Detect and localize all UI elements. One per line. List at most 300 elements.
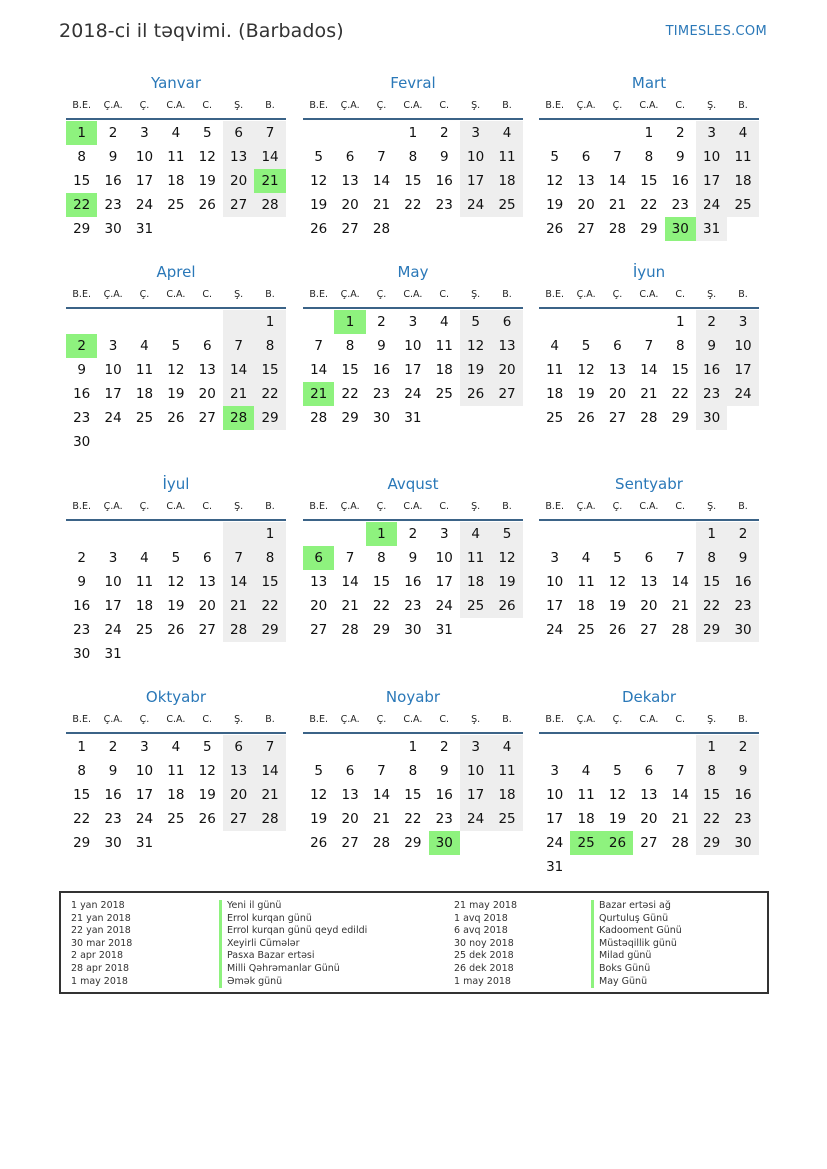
weekday-label: C.A. [166, 501, 186, 512]
day-cell: 26 [577, 410, 595, 426]
day-cell: 22 [372, 598, 391, 614]
month-i̇yun [539, 261, 759, 430]
day-cell: 6 [491, 310, 522, 334]
day-cell: 5 [491, 522, 522, 546]
day-cell: 21 [254, 783, 285, 807]
day-cell: 3 [550, 763, 559, 779]
day-cell: 20 [491, 358, 522, 382]
day-cell: 28 [372, 835, 391, 851]
day-cell: 14 [608, 173, 627, 189]
day-cell: 17 [435, 574, 453, 590]
day-cell: 10 [696, 145, 727, 169]
empty-cell [129, 642, 160, 666]
day-cell: 10 [435, 550, 453, 566]
day-cell: 16 [435, 173, 453, 189]
day-cell: 16 [73, 598, 91, 614]
day-cell: 16 [696, 358, 727, 382]
weekday-label: B. [265, 501, 275, 512]
day-cell: 9 [77, 362, 86, 378]
holiday-legend [59, 891, 769, 994]
empty-cell [97, 430, 128, 454]
day-cell: 27 [223, 193, 254, 217]
day-cell: 20 [198, 386, 216, 402]
day-cell: 7 [223, 334, 254, 358]
day-cell: 11 [577, 574, 595, 590]
empty-cell [97, 522, 128, 546]
month-name: Oktyabr [145, 688, 207, 706]
empty-cell [192, 522, 223, 546]
empty-cell [223, 430, 254, 454]
legend-holiday-name: Pasxa Bazar ertəsi [219, 950, 367, 963]
day-cell: 21 [223, 382, 254, 406]
weekday-label: Ç.A. [340, 501, 360, 512]
empty-cell [223, 217, 254, 241]
legend-date: 30 mar 2018 [71, 937, 133, 949]
day-cell: 30 [727, 618, 758, 642]
weekday-label: Ş. [707, 501, 717, 512]
weekday-label: C. [439, 501, 450, 512]
day-cell: 6 [613, 338, 622, 354]
empty-cell [429, 217, 460, 241]
legend-holiday-name: May Günü [591, 976, 682, 989]
day-cell: 11 [135, 362, 154, 378]
day-cell: 7 [254, 735, 285, 759]
day-cell: 17 [546, 598, 564, 614]
day-cell: 23 [435, 811, 453, 827]
weekday-label: B. [502, 714, 512, 725]
empty-cell [366, 735, 397, 759]
day-cell: 30 [404, 622, 422, 638]
day-cell: 3 [408, 314, 418, 330]
day-cell: 14 [671, 574, 689, 590]
day-cell: 16 [104, 173, 122, 189]
day-cell: 29 [404, 835, 422, 851]
day-cell: 11 [491, 145, 522, 169]
legend-holiday-name: Boks Günü [591, 963, 682, 976]
month-may [303, 261, 523, 430]
day-grid [66, 121, 286, 241]
day-cell: 13 [577, 173, 595, 189]
weekday-label: Ç.A. [340, 714, 360, 725]
empty-cell [665, 735, 696, 759]
day-cell: 6 [303, 546, 334, 570]
day-cell: 16 [727, 570, 758, 594]
weekday-label: Ç.A. [103, 714, 123, 725]
day-cell: 28 [223, 618, 254, 642]
day-cell: 5 [171, 338, 181, 354]
day-cell: 31 [435, 622, 453, 638]
legend-date: 28 apr 2018 [71, 962, 130, 974]
day-cell: 23 [404, 598, 422, 614]
day-cell: 25 [546, 410, 564, 426]
day-cell: 19 [491, 570, 522, 594]
day-cell: 5 [202, 739, 212, 755]
day-cell: 16 [73, 386, 91, 402]
weekday-label: B.E. [309, 714, 328, 725]
month-yanvar [66, 72, 286, 241]
day-cell: 26 [546, 221, 564, 237]
empty-cell [254, 642, 285, 666]
day-cell: 3 [140, 739, 149, 755]
day-cell: 28 [254, 807, 285, 831]
day-cell: 1 [644, 125, 654, 141]
day-cell: 26 [198, 811, 216, 827]
day-cell: 2 [77, 550, 86, 566]
empty-cell [97, 310, 128, 334]
weekday-label: C. [675, 714, 686, 725]
day-cell: 25 [167, 197, 185, 213]
day-cell: 12 [577, 362, 595, 378]
day-cell: 27 [577, 221, 595, 237]
day-cell: 24 [546, 622, 564, 638]
day-cell: 25 [727, 193, 758, 217]
empty-cell [303, 522, 334, 546]
day-cell: 22 [671, 386, 689, 402]
day-cell: 1 [334, 310, 365, 334]
empty-cell [303, 735, 334, 759]
weekday-label: B. [265, 100, 275, 111]
day-cell: 8 [408, 149, 418, 165]
month-sentyabr [539, 473, 759, 642]
day-cell: 26 [310, 221, 328, 237]
day-cell: 21 [671, 598, 689, 614]
weekday-label: B. [738, 714, 748, 725]
month-name: Noyabr [385, 688, 441, 706]
day-cell: 10 [404, 338, 422, 354]
day-cell: 7 [675, 550, 685, 566]
day-cell: 10 [460, 759, 491, 783]
day-cell: 25 [135, 622, 154, 638]
day-cell: 12 [310, 173, 328, 189]
weekday-header [66, 708, 286, 734]
day-cell: 8 [77, 149, 86, 165]
weekday-header [539, 283, 759, 309]
empty-cell [254, 217, 285, 241]
weekday-label: C.A. [403, 289, 423, 300]
day-cell: 6 [345, 763, 355, 779]
weekday-label: C. [202, 289, 213, 300]
day-cell: 28 [372, 221, 391, 237]
day-cell: 6 [202, 338, 212, 354]
day-cell: 28 [254, 193, 285, 217]
day-cell: 11 [435, 338, 453, 354]
day-cell: 19 [460, 358, 491, 382]
day-cell: 17 [546, 811, 564, 827]
day-cell: 11 [546, 362, 564, 378]
day-cell: 10 [460, 145, 491, 169]
weekday-label: B.E. [72, 501, 91, 512]
empty-cell [539, 121, 570, 145]
day-cell: 29 [671, 410, 689, 426]
empty-cell [129, 522, 160, 546]
empty-cell [602, 310, 633, 334]
day-cell: 6 [223, 735, 254, 759]
weekday-label: B.E. [545, 714, 564, 725]
day-cell: 22 [73, 811, 91, 827]
day-cell: 8 [254, 546, 285, 570]
legend-date: 1 avq 2018 [454, 912, 508, 924]
empty-cell [570, 735, 601, 759]
day-grid [539, 735, 759, 879]
empty-cell [491, 217, 522, 241]
empty-cell [570, 522, 601, 546]
day-cell: 18 [135, 598, 154, 614]
day-cell: 11 [460, 546, 491, 570]
weekday-label: Ç. [612, 289, 623, 300]
day-cell: 24 [696, 193, 727, 217]
day-cell: 25 [491, 193, 522, 217]
site-link[interactable]: TIMESLES.COM [665, 24, 767, 39]
empty-cell [633, 310, 664, 334]
day-cell: 12 [198, 149, 216, 165]
day-cell: 7 [675, 763, 685, 779]
day-cell: 28 [671, 835, 689, 851]
day-cell: 31 [696, 217, 727, 241]
weekday-label: Ş. [471, 714, 481, 725]
day-cell: 26 [310, 835, 328, 851]
legend-holiday-name: Bazar ertəsi ağ [591, 900, 682, 913]
day-cell: 13 [198, 574, 216, 590]
day-cell: 24 [460, 193, 491, 217]
weekday-label: B.E. [309, 501, 328, 512]
month-name: İyun [632, 263, 666, 281]
day-cell: 1 [696, 522, 727, 546]
legend-holiday-name: Əmək günü [219, 976, 367, 989]
day-cell: 1 [675, 314, 685, 330]
day-cell: 9 [727, 759, 758, 783]
weekday-header [539, 94, 759, 120]
empty-cell [223, 642, 254, 666]
day-cell: 21 [341, 598, 359, 614]
day-cell: 30 [696, 406, 727, 430]
weekday-label: C. [439, 100, 450, 111]
day-cell: 2 [408, 526, 418, 542]
day-cell: 21 [671, 811, 689, 827]
day-cell: 21 [372, 811, 391, 827]
weekday-header [66, 495, 286, 521]
day-cell: 14 [372, 787, 391, 803]
weekday-header [303, 94, 523, 120]
empty-cell [539, 310, 570, 334]
legend-date: 22 yan 2018 [71, 925, 131, 937]
day-cell: 6 [581, 149, 591, 165]
day-cell: 23 [727, 807, 758, 831]
legend-holiday-name: Milli Qəhrəmanlar Günü [219, 963, 367, 976]
weekday-label: C.A. [166, 289, 186, 300]
weekday-label: Ş. [707, 714, 717, 725]
empty-cell [334, 735, 365, 759]
legend-date: 6 avq 2018 [454, 925, 508, 937]
day-cell: 8 [696, 759, 727, 783]
day-grid [303, 522, 523, 642]
day-cell: 6 [223, 121, 254, 145]
day-cell: 19 [546, 197, 564, 213]
day-cell: 17 [696, 169, 727, 193]
empty-cell [192, 430, 223, 454]
day-cell: 30 [104, 221, 122, 237]
day-cell: 23 [104, 197, 122, 213]
empty-cell [491, 831, 522, 855]
day-cell: 17 [104, 386, 122, 402]
weekday-label: C.A. [403, 714, 423, 725]
day-cell: 5 [581, 338, 591, 354]
day-cell: 15 [696, 570, 727, 594]
legend-date: 1 may 2018 [454, 975, 511, 987]
day-cell: 27 [341, 221, 359, 237]
empty-cell [334, 121, 365, 145]
day-grid [66, 522, 286, 666]
legend-date: 26 dek 2018 [454, 962, 514, 974]
day-cell: 19 [310, 811, 328, 827]
weekday-header [66, 94, 286, 120]
day-cell: 17 [135, 787, 154, 803]
day-cell: 21 [608, 197, 627, 213]
weekday-label: B. [738, 501, 748, 512]
day-cell: 3 [439, 526, 449, 542]
day-cell: 26 [491, 594, 522, 618]
day-cell: 24 [435, 598, 453, 614]
empty-cell [160, 217, 191, 241]
day-cell: 6 [345, 149, 355, 165]
day-cell: 16 [404, 574, 422, 590]
day-cell: 22 [254, 382, 285, 406]
empty-cell [633, 855, 664, 879]
month-name: Mart [631, 74, 667, 92]
day-cell: 18 [167, 787, 185, 803]
day-cell: 5 [613, 550, 622, 566]
day-cell: 20 [577, 197, 595, 213]
empty-cell [192, 642, 223, 666]
month-name: Dekabr [621, 688, 677, 706]
weekday-label: Ç. [612, 501, 623, 512]
empty-cell [539, 522, 570, 546]
day-cell: 20 [310, 598, 328, 614]
day-cell: 15 [404, 173, 422, 189]
day-cell: 1 [254, 310, 285, 334]
day-cell: 4 [439, 314, 449, 330]
weekday-label: B.E. [309, 100, 328, 111]
empty-cell [254, 430, 285, 454]
day-cell: 13 [341, 173, 359, 189]
day-cell: 24 [104, 622, 122, 638]
day-cell: 15 [671, 362, 689, 378]
day-cell: 5 [171, 550, 181, 566]
day-cell: 14 [671, 787, 689, 803]
day-cell: 14 [223, 358, 254, 382]
day-cell: 21 [303, 382, 334, 406]
day-cell: 20 [640, 811, 658, 827]
day-cell: 15 [696, 783, 727, 807]
day-cell: 4 [140, 550, 149, 566]
weekday-label: C. [202, 100, 213, 111]
day-cell: 10 [104, 574, 122, 590]
weekday-label: B.E. [72, 289, 91, 300]
weekday-label: C.A. [639, 714, 659, 725]
day-cell: 13 [223, 145, 254, 169]
empty-cell [665, 855, 696, 879]
day-cell: 3 [140, 125, 149, 141]
day-cell: 26 [608, 622, 627, 638]
empty-cell [491, 618, 522, 642]
day-cell: 16 [727, 783, 758, 807]
legend-date: 30 noy 2018 [454, 937, 514, 949]
day-cell: 29 [254, 406, 285, 430]
day-cell: 11 [577, 787, 595, 803]
weekday-label: C.A. [166, 714, 186, 725]
weekday-label: Ç. [139, 501, 150, 512]
empty-cell [397, 217, 428, 241]
empty-cell [254, 831, 285, 855]
day-cell: 2 [696, 310, 727, 334]
day-cell: 2 [108, 125, 118, 141]
month-name: İyul [162, 475, 190, 493]
day-cell: 10 [546, 574, 564, 590]
weekday-label: Ç.A. [576, 289, 596, 300]
day-grid [66, 310, 286, 454]
day-cell: 27 [310, 622, 328, 638]
day-grid [303, 310, 523, 430]
month-noyabr [303, 686, 523, 855]
day-cell: 9 [408, 550, 418, 566]
day-cell: 3 [108, 550, 118, 566]
day-cell: 15 [73, 787, 91, 803]
weekday-label: Ş. [234, 501, 244, 512]
day-grid [539, 121, 759, 241]
day-cell: 2 [727, 522, 758, 546]
empty-cell [66, 522, 97, 546]
day-grid [303, 735, 523, 855]
weekday-label: B. [502, 100, 512, 111]
month-oktyabr [66, 686, 286, 855]
weekday-label: B. [738, 289, 748, 300]
weekday-label: Ç. [376, 501, 387, 512]
empty-cell [602, 855, 633, 879]
empty-cell [66, 310, 97, 334]
day-grid [66, 735, 286, 855]
day-cell: 26 [167, 622, 185, 638]
weekday-header [539, 708, 759, 734]
empty-cell [570, 310, 601, 334]
day-grid [303, 121, 523, 241]
empty-cell [602, 735, 633, 759]
weekday-label: Ş. [234, 714, 244, 725]
day-cell: 17 [104, 598, 122, 614]
day-cell: 20 [341, 811, 359, 827]
day-cell: 19 [608, 811, 627, 827]
day-cell: 17 [135, 173, 154, 189]
empty-cell [223, 522, 254, 546]
legend-holiday-name: Qurtuluş Günü [591, 913, 682, 926]
day-cell: 27 [341, 835, 359, 851]
day-cell: 3 [108, 338, 118, 354]
page-title: 2018-ci il təqvimi. (Barbados) [59, 20, 344, 42]
day-cell: 5 [202, 125, 212, 141]
day-cell: 18 [135, 386, 154, 402]
day-cell: 10 [135, 763, 154, 779]
day-grid [539, 522, 759, 642]
day-cell: 4 [460, 522, 491, 546]
day-cell: 15 [73, 173, 91, 189]
weekday-label: C. [439, 289, 450, 300]
weekday-label: Ç. [376, 714, 387, 725]
empty-cell [570, 121, 601, 145]
empty-cell [160, 522, 191, 546]
weekday-label: B.E. [72, 100, 91, 111]
empty-cell [223, 831, 254, 855]
day-cell: 27 [640, 622, 658, 638]
weekday-label: Ç.A. [340, 289, 360, 300]
day-cell: 19 [167, 598, 185, 614]
